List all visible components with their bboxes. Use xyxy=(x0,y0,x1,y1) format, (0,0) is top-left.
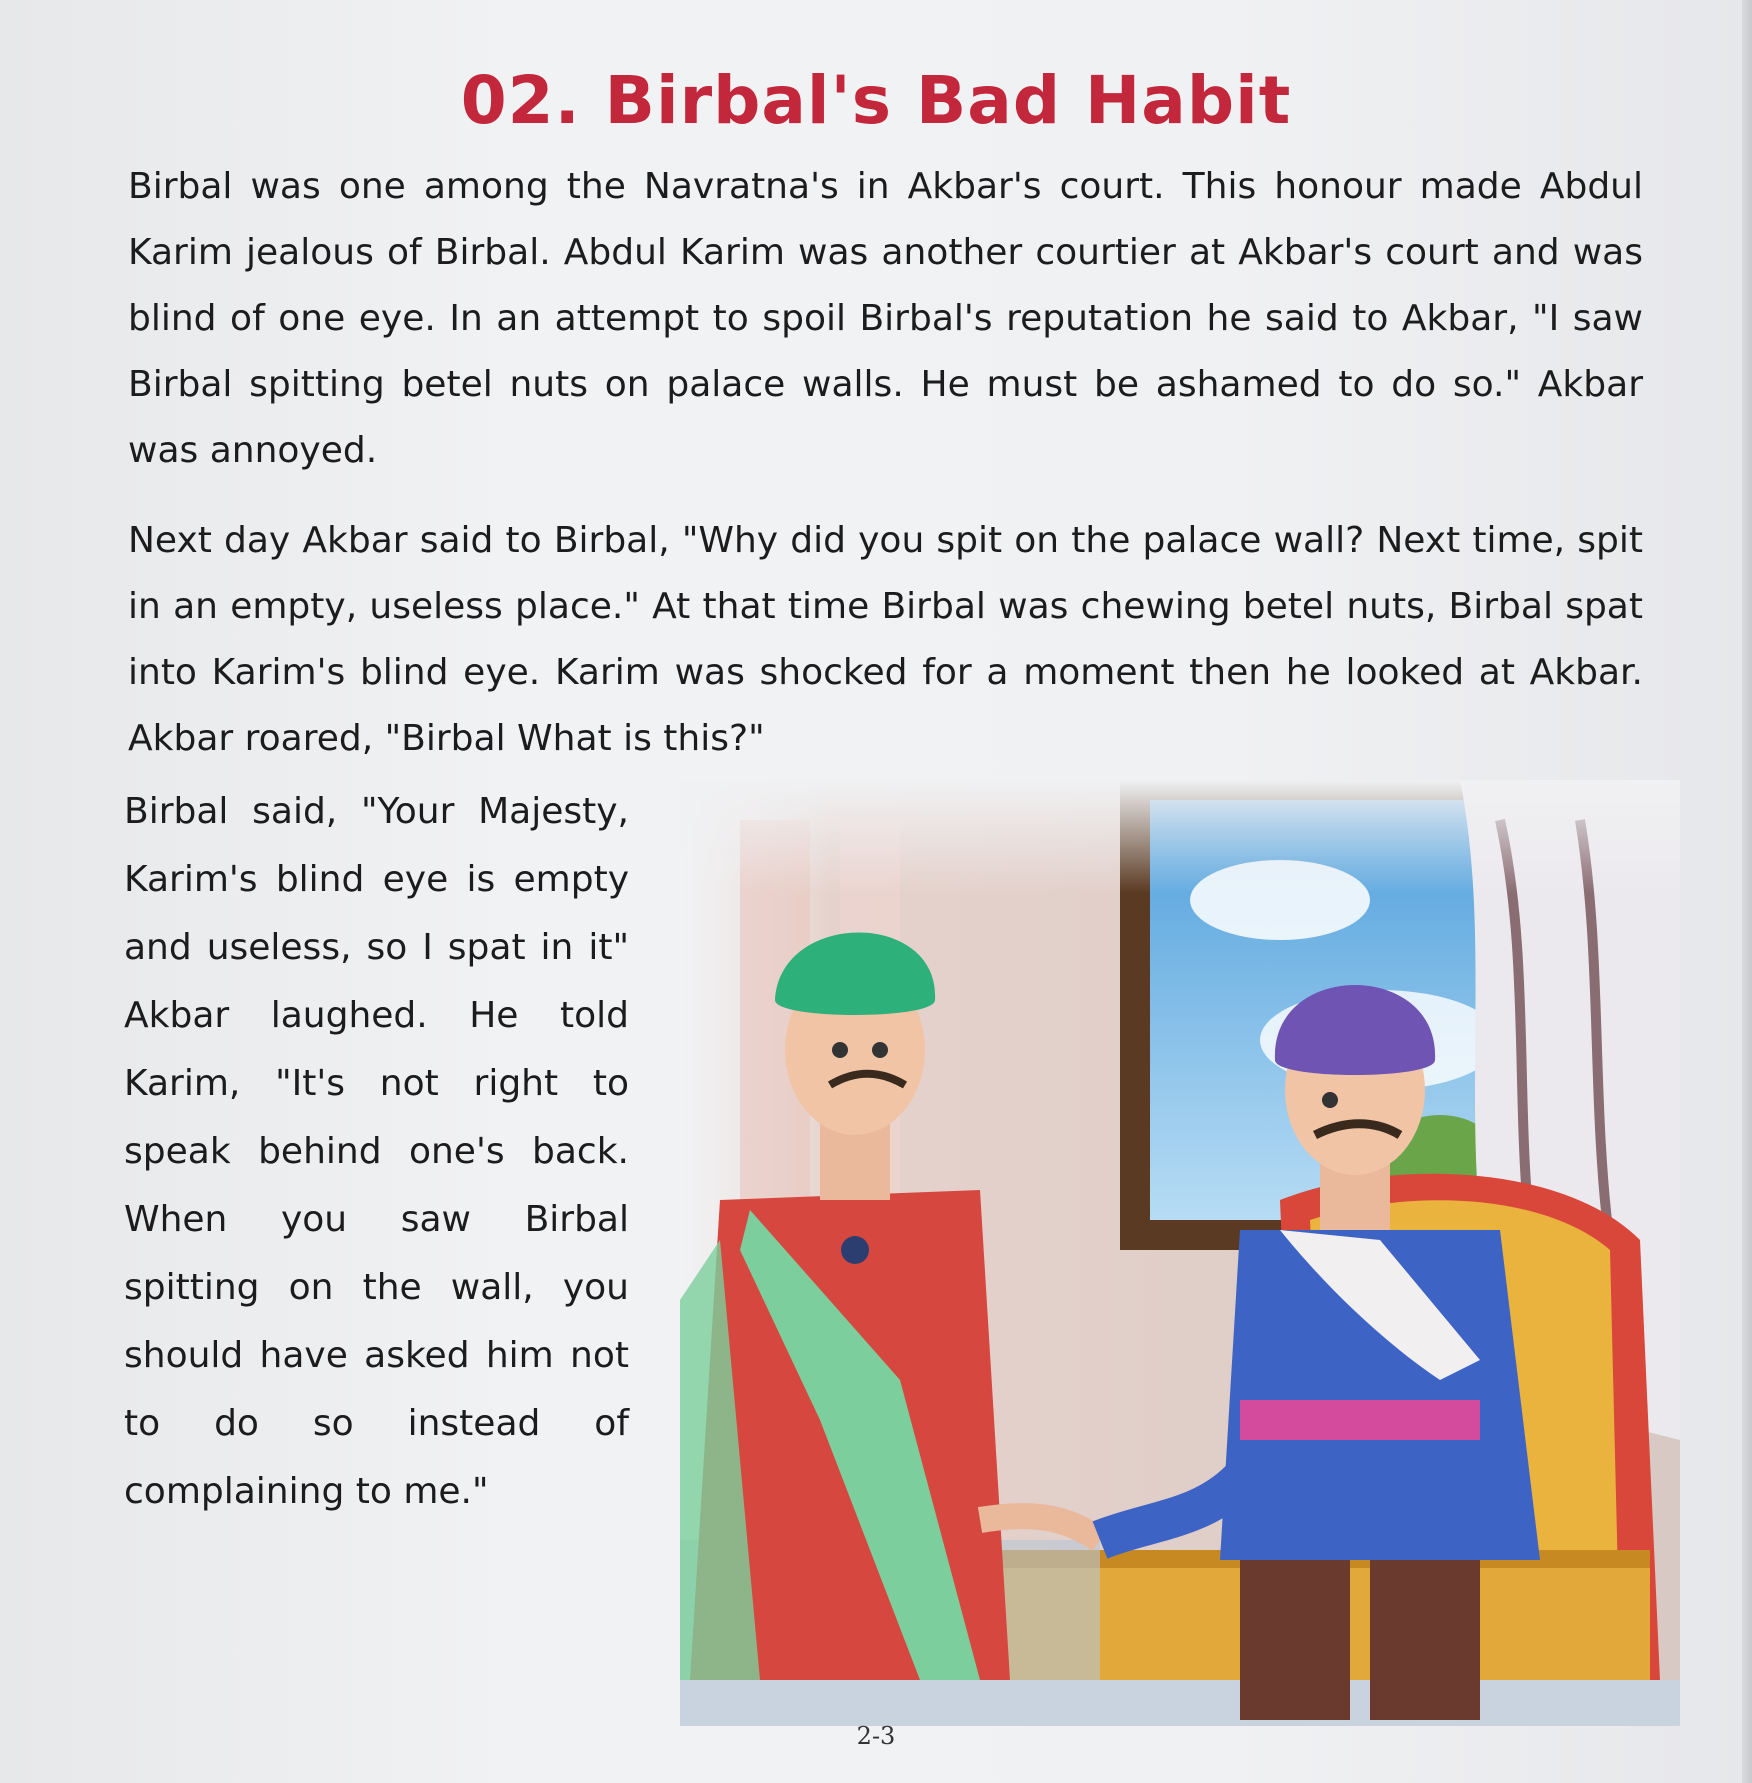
story-paragraph-2: Next day Akbar said to Birbal, "Why did you spit on the palace wall? Next time, spit in an empty, useless place." At that time Birbal was chewing betel nuts, Birbal spat into Karim's blind eye. Karim was shocked for a moment then he looked at Akbar. Akbar roared, "Birbal What is this?" xyxy=(128,520,1643,759)
story-title: 02. Birbal's Bad Habit xyxy=(460,62,1292,139)
story-paragraph-1: Birbal was one among the Navratna's in Akbar's court. This honour made Abdul Karim jealous of Birbal. Abdul Karim was another courtier at Akbar's court and was blind of one eye. In an attempt to spoil Birbal's reputation he said to Akbar, "I saw Birbal spitting betel nuts on palace walls. He must be ashamed to do so." Akbar was annoyed. xyxy=(128,166,1643,471)
page-number: 2-3 xyxy=(856,1722,896,1750)
page-edge xyxy=(1742,0,1752,1783)
story-paragraph-3: Birbal said, "Your Majesty, Karim's blind eye is empty and useless, so I spat in it" Akbar laughed. He told Karim, "It's not right to speak behind one's back. When you saw Birbal spitting on the wall, you should have asked him not to do so instead of complaining to me." xyxy=(124,791,629,1512)
akbar-birbal-illustration xyxy=(680,780,1680,1726)
